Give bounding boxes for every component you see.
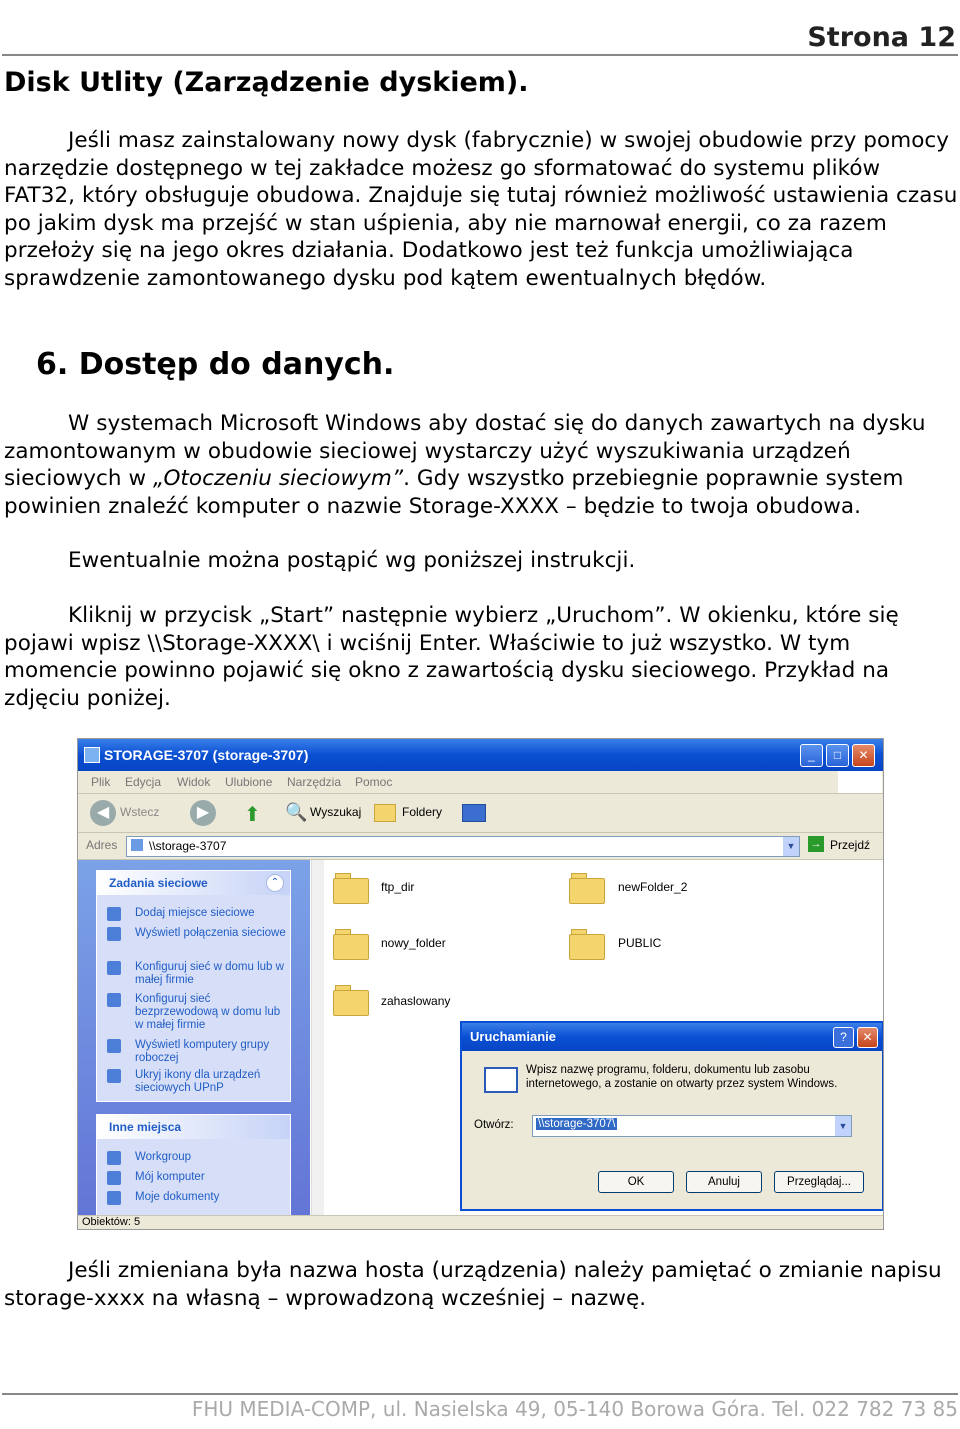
paragraph-text: W systemach Microsoft Windows aby dostać się do danych zawartych na dysku zamontowanym w obudowie sieciowej wystarczy użyć wyszukiwania urządzeń sieciowych w bbox=[4, 411, 926, 491]
scrollbar[interactable] bbox=[311, 860, 324, 1215]
folder-name[interactable]: PUBLIC bbox=[618, 936, 662, 950]
ok-button[interactable]: OK bbox=[598, 1171, 674, 1193]
network-icon bbox=[131, 839, 143, 851]
sidebar-item-setup-home-network[interactable]: Konfiguruj sieć w domu lub w małej firmie bbox=[107, 961, 287, 987]
toolbar bbox=[78, 794, 883, 833]
computer-icon bbox=[107, 1171, 121, 1185]
paragraph-alternative bbox=[4, 547, 958, 575]
folder-name[interactable]: nowy_folder bbox=[381, 936, 446, 950]
search-button-label[interactable]: Wyszukaj bbox=[310, 805, 362, 819]
task-sidebar bbox=[78, 860, 310, 1215]
network-icon bbox=[84, 747, 100, 763]
run-dialog bbox=[460, 1021, 884, 1211]
page-number: Strona 12 bbox=[807, 22, 956, 53]
chevron-down-icon[interactable]: ▼ bbox=[783, 837, 799, 856]
sidebar-item-my-documents[interactable]: Moje dokumenty bbox=[107, 1191, 287, 1204]
go-arrow-icon[interactable]: → bbox=[808, 836, 824, 852]
home-network-icon bbox=[107, 961, 121, 975]
sidebar-item-workgroup[interactable]: Workgroup bbox=[107, 1151, 287, 1164]
panel-header bbox=[97, 1115, 290, 1139]
go-button-label[interactable]: Przejdź bbox=[830, 838, 871, 852]
address-input[interactable] bbox=[126, 836, 800, 857]
upnp-icon bbox=[107, 1069, 121, 1083]
footer-rule bbox=[2, 1393, 958, 1395]
sidebar-item-setup-wireless-network[interactable]: Konfiguruj sieć bezprzewodową w domu lub w małej firmie bbox=[107, 993, 287, 1032]
collapse-icon[interactable]: ⌃ bbox=[266, 874, 284, 892]
window-titlebar bbox=[78, 739, 883, 771]
shared-folder-icon[interactable] bbox=[333, 926, 371, 960]
sidebar-item-add-network-place[interactable]: Dodaj miejsce sieciowe bbox=[107, 907, 287, 920]
paragraph-disk-utility bbox=[4, 127, 958, 292]
menu-bar bbox=[78, 771, 883, 794]
dialog-message: Wpisz nazwę programu, folderu, dokumentu lub zasobu internetowego, a zostanie on otwarty przez system Windows. bbox=[526, 1064, 838, 1090]
folder-name[interactable]: newFolder_2 bbox=[618, 880, 688, 894]
network-place-icon bbox=[107, 907, 121, 921]
status-text: Obiektów: 5 bbox=[82, 1216, 141, 1228]
address-value: \\storage-3707 bbox=[149, 839, 227, 853]
address-bar bbox=[78, 833, 883, 860]
section-heading: 6. Dostęp do danych. bbox=[36, 347, 395, 382]
paragraph-text: Kliknij w przycisk „Start” następnie wybierz „Uruchom”. W okienku, które się pojawi wpisz \\Storage-XXXX\ i wciśnij Enter. Właściwie to już wszystko. W tym momencie powinno pojawić się okno z zawartością dysku sieciowego. Przykład na zdjęciu poniżej. bbox=[4, 603, 899, 711]
search-icon[interactable]: 🔍 bbox=[285, 802, 308, 822]
close-button[interactable]: ✕ bbox=[852, 744, 875, 767]
menu-help[interactable]: Pomoc bbox=[355, 775, 393, 789]
explorer-screenshot bbox=[77, 738, 884, 1230]
workgroup-icon bbox=[107, 1151, 121, 1165]
menu-file[interactable]: Plik bbox=[91, 775, 111, 789]
address-label: Adres bbox=[86, 838, 118, 852]
documents-icon bbox=[107, 1191, 121, 1205]
paragraph-text: Jeśli zmieniana była nazwa hosta (urządzenia) należy pamiętać o zmianie napisu storage-xxxx na własną – wprowadzoną wcześniej – nazwę. bbox=[4, 1258, 942, 1311]
open-label: Otwórz: bbox=[474, 1119, 514, 1131]
folders-icon[interactable] bbox=[374, 804, 396, 822]
back-arrow-icon[interactable]: ◀ bbox=[90, 800, 116, 826]
folders-button-label[interactable]: Foldery bbox=[402, 805, 443, 819]
back-button-label[interactable]: Wstecz bbox=[120, 805, 160, 819]
help-button[interactable]: ? bbox=[833, 1027, 854, 1048]
run-input[interactable] bbox=[532, 1115, 852, 1137]
menu-favorites[interactable]: Ulubione bbox=[225, 775, 273, 789]
panel-title: Inne miejsca bbox=[109, 1120, 182, 1134]
network-connection-icon bbox=[107, 927, 121, 941]
footer-text: FHU MEDIA-COMP, ul. Nasielska 49, 05-140 Borowa Góra. Tel. 022 782 73 85 bbox=[191, 1397, 958, 1421]
chevron-down-icon[interactable]: ▼ bbox=[835, 1116, 851, 1136]
menu-edit[interactable]: Edycja bbox=[125, 775, 162, 789]
panel-header bbox=[97, 871, 290, 895]
paragraph-text: Ewentualnie można postąpić wg poniższej instrukcji. bbox=[68, 548, 636, 573]
run-program-icon bbox=[484, 1067, 518, 1093]
other-places-panel bbox=[96, 1114, 291, 1226]
page-title: Disk Utlity (Zarządzenie dyskiem). bbox=[4, 67, 529, 98]
minimize-button[interactable]: _ bbox=[800, 744, 823, 767]
window-title: STORAGE-3707 (storage-3707) bbox=[104, 747, 309, 763]
sidebar-item-network-connections[interactable]: Wyświetl połączenia sieciowe bbox=[107, 927, 287, 940]
shared-folder-icon[interactable] bbox=[333, 870, 371, 904]
up-folder-icon[interactable]: ⬆ bbox=[244, 804, 261, 826]
paragraph-access bbox=[4, 410, 958, 520]
close-button[interactable]: ✕ bbox=[857, 1027, 878, 1048]
menu-tools[interactable]: Narzędzia bbox=[287, 775, 342, 789]
views-icon[interactable] bbox=[462, 804, 486, 822]
maximize-button[interactable]: □ bbox=[826, 744, 849, 767]
cancel-button[interactable]: Anuluj bbox=[686, 1171, 762, 1193]
paragraph-text: . Gdy wszystko przebiegnie poprawnie system powinien znaleźć komputer o nazwie Storage-XXXX – będzie to twoja obudowa. bbox=[4, 466, 904, 519]
emphasis-text: „Otoczeniu sieciowym” bbox=[153, 466, 404, 491]
browse-button[interactable]: Przeglądaj... bbox=[774, 1171, 864, 1193]
folder-name[interactable]: zahaslowany bbox=[381, 994, 451, 1008]
shared-folder-icon[interactable] bbox=[333, 982, 371, 1016]
shared-folder-icon[interactable] bbox=[569, 926, 607, 960]
wireless-icon bbox=[107, 993, 121, 1007]
computers-icon bbox=[107, 1039, 121, 1053]
forward-arrow-icon[interactable]: ▶ bbox=[190, 800, 216, 826]
sidebar-item-my-computer[interactable]: Mój komputer bbox=[107, 1171, 287, 1184]
sidebar-item-hide-upnp[interactable]: Ukryj ikony dla urządzeń sieciowych UPnP bbox=[107, 1069, 287, 1095]
panel-title: Zadania sieciowe bbox=[109, 876, 208, 890]
network-tasks-panel bbox=[96, 870, 291, 1102]
paragraph-text: Jeśli masz zainstalowany nowy dysk (fabrycznie) w swojej obudowie przy pomocy narzędzie dostępnego w tej zakładce możesz go sformatować do systemu plików FAT32, który obsługuje obudowa. Znajduje się tutaj również możliwość ustawienia czasu po jakim dysk ma przejść w stan uśpienia, aby nie marnował energii, co za razem przełoży się na jego okres działania. Dodatkowo jest też funkcja umożliwiająca sprawdzenie zamontowanego dysku pod kątem ewentualnych błędów. bbox=[4, 128, 958, 291]
status-bar bbox=[78, 1215, 883, 1230]
dialog-title: Uruchamianie bbox=[470, 1029, 556, 1044]
folder-name[interactable]: ftp_dir bbox=[381, 880, 415, 894]
paragraph-hostname-note bbox=[4, 1257, 958, 1312]
windows-logo-icon bbox=[838, 771, 882, 793]
dialog-titlebar bbox=[462, 1023, 882, 1051]
shared-folder-icon[interactable] bbox=[569, 870, 607, 904]
menu-view[interactable]: Widok bbox=[177, 775, 211, 789]
run-input-value: \\storage-3707\ bbox=[538, 1118, 616, 1130]
paragraph-instructions bbox=[4, 602, 958, 712]
sidebar-item-workgroup-computers[interactable]: Wyświetl komputery grupy roboczej bbox=[107, 1039, 287, 1065]
